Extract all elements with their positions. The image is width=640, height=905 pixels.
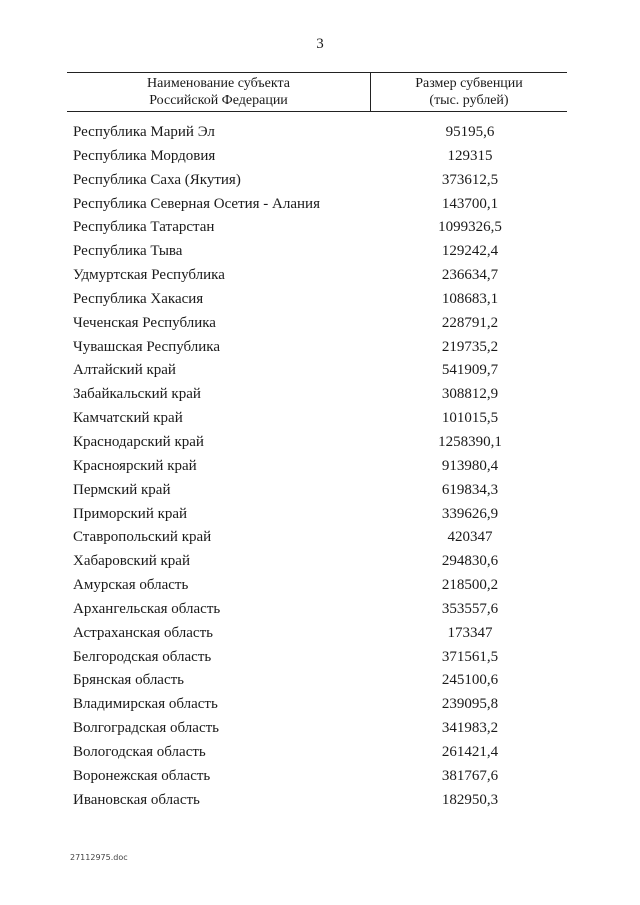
region-name: Брянская область bbox=[73, 672, 185, 689]
subvention-value: 101015,5 bbox=[441, 410, 499, 427]
subvention-value: 381767,6 bbox=[441, 767, 499, 784]
header-region-name-line1: Наименование субъекта bbox=[147, 76, 290, 91]
region-name: Республика Северная Осетия - Алания bbox=[73, 195, 320, 212]
subvention-value: 129315 bbox=[447, 147, 493, 164]
document-code: 27112975.doc bbox=[70, 853, 128, 862]
table-row bbox=[0, 169, 640, 193]
subvention-value: 353557,6 bbox=[441, 600, 499, 617]
subvention-value: 219735,2 bbox=[441, 338, 499, 355]
region-name: Пермский край bbox=[73, 481, 171, 498]
subvention-value: 339626,9 bbox=[441, 505, 499, 522]
region-name: Камчатский край bbox=[73, 410, 183, 427]
region-name: Республика Тыва bbox=[73, 243, 183, 260]
table-row bbox=[0, 383, 640, 407]
table-row bbox=[0, 479, 640, 503]
region-name: Краснодарский край bbox=[73, 433, 204, 450]
region-name: Республика Саха (Якутия) bbox=[73, 171, 241, 188]
header-amount-line1: Размер субвенции bbox=[415, 76, 523, 91]
region-name: Ивановская область bbox=[73, 791, 200, 808]
subvention-value: 913980,4 bbox=[441, 457, 499, 474]
region-name: Амурская область bbox=[73, 577, 189, 594]
header-region-name bbox=[67, 75, 370, 109]
table-row bbox=[0, 646, 640, 670]
header-region-name-line2: Российской Федерации bbox=[149, 93, 288, 108]
table-body bbox=[0, 121, 640, 812]
header-amount-line2: (тыс. рублей) bbox=[429, 93, 509, 108]
table-row bbox=[0, 741, 640, 765]
table-row bbox=[0, 526, 640, 550]
table-row bbox=[0, 193, 640, 217]
table-row bbox=[0, 431, 640, 455]
region-name: Воронежская область bbox=[73, 767, 211, 784]
subvention-value: 371561,5 bbox=[441, 648, 499, 665]
region-name: Белгородская область bbox=[73, 648, 212, 665]
region-name: Приморский край bbox=[73, 505, 188, 522]
subvention-value: 308812,9 bbox=[441, 386, 499, 403]
subvention-value: 1099326,5 bbox=[438, 219, 502, 236]
subvention-value: 182950,3 bbox=[441, 791, 499, 808]
region-name: Республика Татарстан bbox=[73, 219, 215, 236]
region-name: Алтайский край bbox=[73, 362, 176, 379]
table-row bbox=[0, 407, 640, 431]
table-row bbox=[0, 574, 640, 598]
table-header bbox=[67, 72, 567, 112]
subvention-value: 373612,5 bbox=[441, 171, 499, 188]
table-row bbox=[0, 693, 640, 717]
region-name: Астраханская область bbox=[73, 624, 213, 641]
table-row bbox=[0, 216, 640, 240]
table-row bbox=[0, 765, 640, 789]
region-name: Ставропольский край bbox=[73, 529, 212, 546]
subvention-value: 129242,4 bbox=[441, 243, 499, 260]
table-row bbox=[0, 264, 640, 288]
subvention-value: 228791,2 bbox=[441, 314, 499, 331]
region-name: Владимирская область bbox=[73, 696, 218, 713]
region-name: Республика Хакасия bbox=[73, 290, 204, 307]
table-row bbox=[0, 288, 640, 312]
table-row bbox=[0, 145, 640, 169]
subvention-value: 173347 bbox=[447, 624, 493, 641]
region-name: Хабаровский край bbox=[73, 553, 190, 570]
region-name: Забайкальский край bbox=[73, 386, 201, 403]
region-name: Волгоградская область bbox=[73, 720, 219, 737]
table-row bbox=[0, 503, 640, 527]
subvention-value: 143700,1 bbox=[441, 195, 499, 212]
page-number: 3 bbox=[316, 36, 324, 52]
table-row bbox=[0, 622, 640, 646]
region-name: Республика Мордовия bbox=[73, 147, 216, 164]
table-row bbox=[0, 789, 640, 813]
table-row bbox=[0, 455, 640, 479]
subvention-value: 95195,6 bbox=[445, 124, 495, 140]
subvention-value: 261421,4 bbox=[441, 743, 499, 760]
subvention-value: 236634,7 bbox=[441, 267, 499, 284]
subvention-value: 294830,6 bbox=[441, 553, 499, 570]
subvention-value: 108683,1 bbox=[441, 290, 499, 307]
subvention-value: 619834,3 bbox=[441, 481, 499, 498]
subvention-value: 1258390,1 bbox=[438, 433, 502, 450]
table-row bbox=[0, 312, 640, 336]
subvention-value: 218500,2 bbox=[441, 577, 499, 594]
table-row bbox=[0, 240, 640, 264]
region-name: Чеченская Республика bbox=[73, 314, 216, 331]
region-name: Чувашская Республика bbox=[73, 338, 221, 355]
subvention-value: 541909,7 bbox=[441, 362, 499, 379]
subvention-value: 341983,2 bbox=[441, 720, 499, 737]
header-subvention-amount bbox=[371, 75, 567, 109]
table-row bbox=[0, 669, 640, 693]
table-row bbox=[0, 359, 640, 383]
table-row bbox=[0, 121, 640, 145]
table-row bbox=[0, 598, 640, 622]
subvention-value: 245100,6 bbox=[441, 672, 499, 689]
region-name: Вологодская область bbox=[73, 743, 206, 760]
region-name: Республика Марий Эл bbox=[73, 124, 215, 140]
table-row bbox=[0, 336, 640, 360]
region-name: Архангельская область bbox=[73, 600, 221, 617]
region-name: Удмуртская Республика bbox=[73, 267, 225, 284]
table-row bbox=[0, 550, 640, 574]
subvention-value: 420347 bbox=[447, 529, 493, 546]
region-name: Красноярский край bbox=[73, 457, 197, 474]
subvention-value: 239095,8 bbox=[441, 696, 499, 713]
table-row bbox=[0, 717, 640, 741]
